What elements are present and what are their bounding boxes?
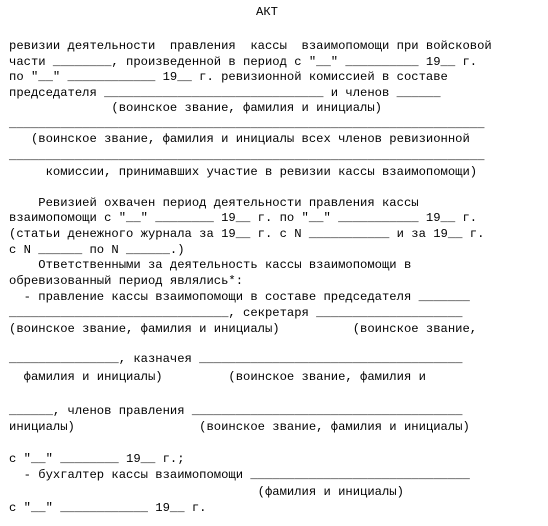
text-line: председателя ______________________________ и членов ______ bbox=[9, 86, 441, 100]
caption-line: инициалы) (воинское звание, фамилия и инициалы) bbox=[9, 420, 470, 434]
text-line: части ________, произведенной в период с "__" __________ 19__ г. bbox=[9, 55, 478, 69]
caption-line: (фамилия и инициалы) bbox=[9, 485, 404, 499]
caption-line: фамилия и инициалы) (воинское звание, фамилия и bbox=[9, 370, 426, 384]
text-line: с "__" ____________ 19__ г. bbox=[9, 501, 207, 515]
document-title: АКТ bbox=[256, 5, 278, 19]
text-line: ревизии деятельности правления кассы взаимопомощи при войсковой bbox=[9, 39, 492, 53]
text-line: - бухгалтер кассы взаимопомощи ______________________________ bbox=[9, 468, 470, 482]
text-line: ______, членов правления _____________________________________ bbox=[9, 404, 463, 418]
text-line: - правление кассы взаимопомощи в составе председателя _______ bbox=[9, 290, 470, 304]
text-line: ______________________________, секретаря ____________________ bbox=[9, 306, 463, 320]
text-line: с "__" ________ 19__ г.; bbox=[9, 452, 185, 466]
text-line: обревизованный период являлись*: bbox=[9, 274, 244, 288]
caption-line: (воинское звание, фамилия и инициалы всех членов ревизионной bbox=[9, 132, 470, 146]
text-line: с N ______ по N ______.) bbox=[9, 243, 185, 257]
text-line: взаимопомощи с "__" ________ 19__ г. по "__" ___________ 19__ г. bbox=[9, 211, 478, 225]
text-line: _______________, казначея ____________________________________ bbox=[9, 352, 463, 366]
blank-rule: _________________________________________________________________ bbox=[9, 117, 485, 131]
text-line: (статьи денежного журнала за 19__ г. с N ___________ и за 19__ г. bbox=[9, 227, 485, 241]
blank-rule: _________________________________________________________________ bbox=[9, 149, 485, 163]
text-line: Ответственными за деятельность кассы взаимопомощи в bbox=[9, 258, 412, 272]
text-line: по "__" ____________ 19__ г. ревизионной комиссией в составе bbox=[9, 70, 448, 84]
text-line: Ревизией охвачен период деятельности правления кассы bbox=[9, 196, 419, 210]
caption-line: комиссии, принимавших участие в ревизии кассы взаимопомощи) bbox=[9, 165, 478, 179]
caption-line: (воинское звание, фамилия и инициалы) bbox=[9, 101, 382, 115]
caption-line: (воинское звание, фамилия и инициалы) (воинское звание, bbox=[9, 322, 478, 336]
